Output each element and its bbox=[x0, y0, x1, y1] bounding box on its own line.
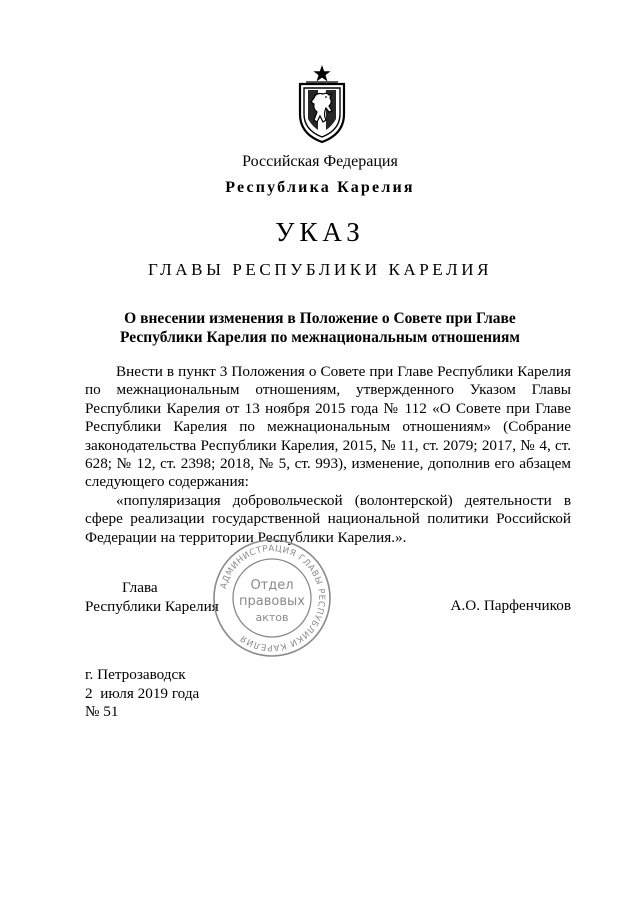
signatory-title-line: Республики Карелия bbox=[85, 598, 219, 615]
decree-subject bbox=[110, 309, 530, 347]
stamp-line: правовых bbox=[239, 594, 305, 609]
decree-number: № 51 bbox=[85, 703, 119, 721]
subject-line: Республики Карелия по межнациональным отношениям bbox=[120, 329, 520, 346]
stamp-ring-text: АДМИНИСТРАЦИЯ ГЛАВЫ РЕСПУБЛИКИ КАРЕЛИЯ bbox=[218, 543, 327, 653]
signatory-title-line: Глава bbox=[122, 579, 158, 596]
issue-details bbox=[85, 666, 199, 722]
document-type: УКАЗ bbox=[275, 217, 365, 247]
body-paragraph: Внести в пункт 3 Положения о Совете при Главе Республики Карелия по межнациональным отношениям, утвержденного Указом Главы Республики Карелия от 13 ноября 2015 года № 112 «О Совете при Главе Республики Карелия по межнациональным отношениям» (Собрание законодательства Республики Карелия, 2015, № 11, ст. 2079; 2017, № 4, ст. 628; № 12, ст. 2398; 2018, № 5, ст. 993), изменение, дополнив его абзацем следующего содержания: bbox=[85, 363, 571, 491]
document-issuer: ГЛАВЫ РЕСПУБЛИКИ КАРЕЛИЯ bbox=[147, 260, 493, 279]
issue-date: 2 июля 2019 года bbox=[85, 684, 200, 702]
karelia-coat-of-arms-icon bbox=[296, 64, 348, 144]
body-paragraph: «популяризация добровольческой (волонтерской) деятельности в сфере реализации государственной национальной политики Российской Федерации на территории Республики Карелия.». bbox=[85, 491, 571, 546]
round-stamp-icon bbox=[211, 537, 333, 659]
republic-name: Республика Карелия bbox=[225, 179, 415, 196]
signatory-title bbox=[85, 578, 219, 616]
issue-place: г. Петрозаводск bbox=[85, 666, 186, 683]
decree-body bbox=[85, 363, 571, 547]
country-name: Российская Федерация bbox=[242, 153, 398, 170]
stamp-line: актов bbox=[255, 611, 289, 624]
signatory-name: А.О. Парфенчиков bbox=[450, 597, 571, 614]
stamp-line: Отдел bbox=[250, 578, 294, 593]
subject-line: О внесении изменения в Положение о Совете при Главе bbox=[124, 310, 516, 327]
